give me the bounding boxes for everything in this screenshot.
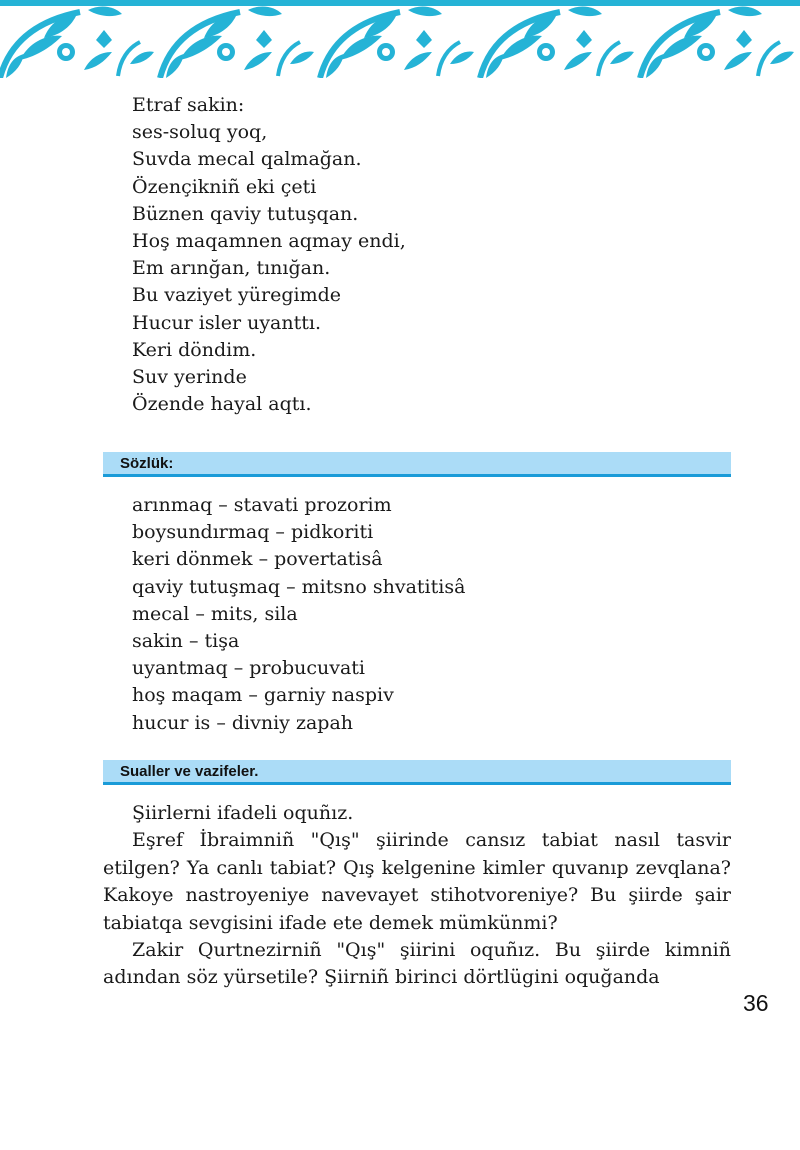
- glossary-entry: uyantmaq – probucuvati: [132, 657, 365, 680]
- glossary-heading: Sözlük:: [103, 452, 731, 477]
- glossary-entry: sakin – tişa: [132, 630, 240, 653]
- poem-line: Büznen qaviy tutuşqan.: [132, 202, 359, 225]
- glossary-entry: arınmaq – stavati prozorim: [132, 494, 392, 516]
- task-paragraph: Şiirlerni ifadeli oquñız.: [132, 802, 354, 824]
- task-paragraph: Eşref İbraimniñ "Qış" şiirinde cansız tabiat nasıl tasvir etilgen? Ya canlı tabiat? Qış kelgenine kimler quvanıp zevqlana? Kakoye nastroyeniye navevayet stihotvoreniye? Bu şiirde şair tabiatqa sevgisini ifade ete demek mümkünmi?: [103, 829, 731, 934]
- glossary-entry: hoş maqam – garniy naspiv: [132, 684, 394, 707]
- poem-line: Özende hayal aqtı.: [132, 393, 312, 416]
- poem-line: Bu vaziyet yüregimde: [132, 284, 341, 307]
- tasks-text: [103, 800, 731, 992]
- poem-line: Suvda mecal qalmağan.: [132, 148, 362, 171]
- glossary-entry: keri dönmek – povertatisâ: [132, 548, 383, 571]
- poem-line: Hoş maqamnen aqmay endi,: [132, 230, 406, 253]
- tasks-heading: Sualler ve vazifeler.: [103, 760, 731, 785]
- poem-line: Özençikniñ eki çeti: [132, 175, 317, 198]
- poem-line: Em arınğan, tınığan.: [132, 257, 331, 280]
- glossary-entry: qaviy tutuşmaq – mitsno shvatitisâ: [132, 575, 466, 598]
- page-number: 36: [743, 990, 769, 1016]
- poem-line: Hucur isler uyanttı.: [132, 311, 321, 334]
- poem-line: Suv yerinde: [132, 366, 247, 389]
- poem-line: Keri döndim.: [132, 338, 257, 361]
- glossary-entry: hucur is – divniy zapah: [132, 711, 354, 734]
- poem: [132, 92, 406, 418]
- poem-line: Etraf sakin:: [132, 94, 245, 116]
- glossary-entry: mecal – mits, sila: [132, 602, 298, 625]
- task-paragraph: Zakir Qurtnezirniñ "Qış" şiirini oquñız. Bu şiirde kimniñ adından söz yürsetile? Şiirniñ birinci dörtlügini oquğanda: [103, 939, 731, 989]
- poem-line: ses-soluq yoq,: [132, 121, 268, 144]
- glossary-list: [132, 492, 465, 737]
- glossary-entry: boysundırmaq – pidkoriti: [132, 521, 374, 544]
- floral-ornament-icon: [0, 0, 800, 78]
